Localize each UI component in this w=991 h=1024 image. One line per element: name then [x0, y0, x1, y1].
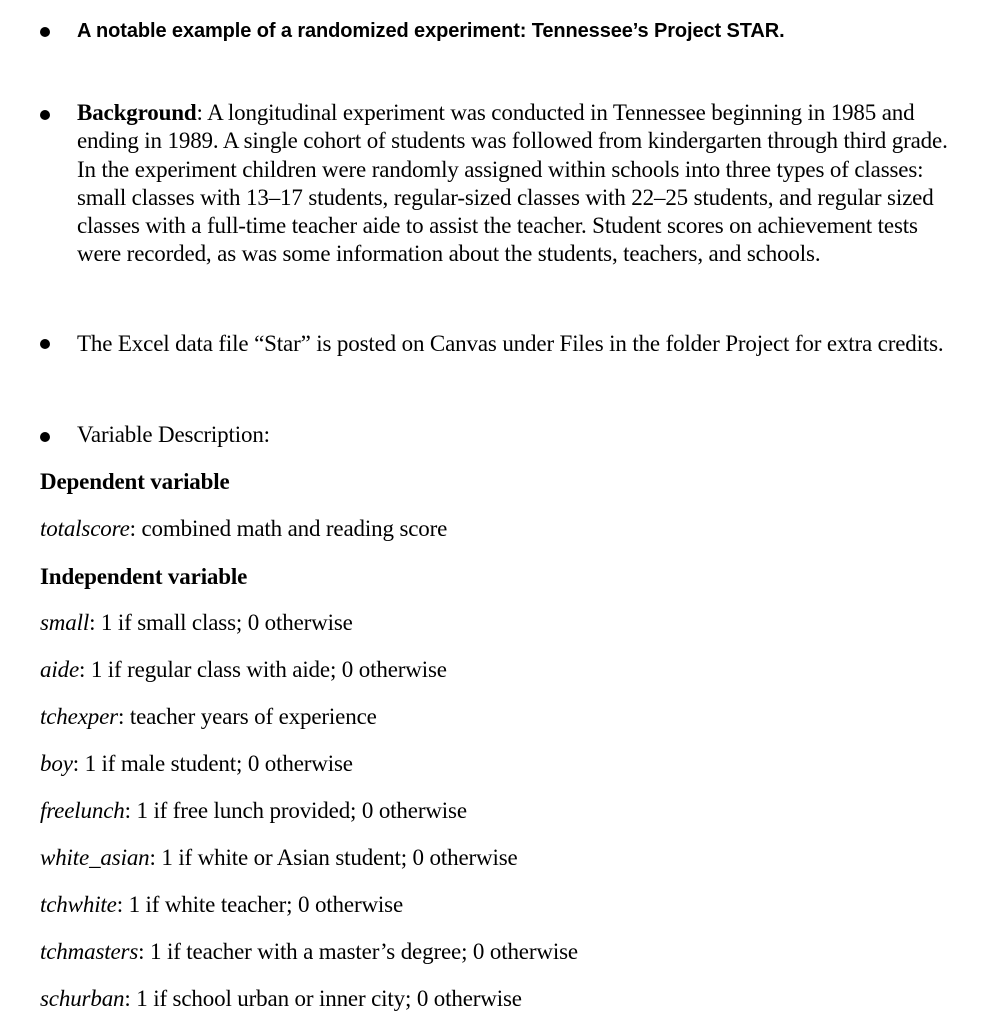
- variable-line-tchexper: [40, 703, 960, 731]
- variable-name: tchexper: [40, 704, 118, 729]
- background-text: : A longitudinal experiment was conducted in Tennessee beginning in 1985 and ending in 1989. A single cohort of students was followed from kindergarten through third grade. In the experiment children were randomly assigned within schools into three types of classes: small classes with 13–17 students, regular-sized classes with 22–25 students, and regular sized classes with a full-time teacher aide to assist the teacher. Student scores on achievement tests were recorded, as was some information about the students, teachers, and schools.: [77, 100, 948, 267]
- variable-name: schurban: [40, 986, 125, 1011]
- bullet-icon: [40, 110, 50, 120]
- variable-name: tchmasters: [40, 939, 139, 964]
- variable-desc: : combined math and reading score: [129, 516, 448, 541]
- variable-name: aide: [40, 657, 79, 682]
- independent-variable-heading: Independent variable: [40, 564, 248, 589]
- title-text: A notable example of a randomized experiment: Tennessee’s Project STAR.: [77, 20, 785, 42]
- variable-name: freelunch: [40, 798, 125, 823]
- data-file-text: The Excel data file “Star” is posted on Canvas under Files in the folder Project for extra credits.: [77, 331, 944, 356]
- variable-line-aide: [40, 656, 960, 684]
- variable-name: totalscore: [40, 516, 130, 541]
- variable-name: boy: [40, 751, 73, 776]
- bullet-icon: [40, 339, 50, 349]
- variable-desc: : 1 if free lunch provided; 0 otherwise: [124, 798, 467, 823]
- bullet-icon: [40, 432, 50, 442]
- variable-name: small: [40, 610, 90, 635]
- variable-line-tchwhite: [40, 891, 960, 919]
- variable-name: white_asian: [40, 845, 150, 870]
- variable-desc: : 1 if teacher with a master’s degree; 0 otherwise: [138, 939, 578, 964]
- variable-name: tchwhite: [40, 892, 117, 917]
- dependent-variable-heading: Dependent variable: [40, 469, 230, 494]
- background-lead: Background: [77, 100, 197, 125]
- variable-line-totalscore: [40, 515, 960, 543]
- variable-desc: : 1 if male student; 0 otherwise: [72, 751, 353, 776]
- bullet-icon: [40, 27, 50, 37]
- variable-line-tchmasters: [40, 938, 960, 966]
- variable-desc: : 1 if regular class with aide; 0 otherwise: [79, 657, 447, 682]
- variable-line-small: [40, 609, 960, 637]
- variable-line-white-asian: [40, 844, 960, 872]
- variable-desc: : 1 if white or Asian student; 0 otherwise: [149, 845, 518, 870]
- background-paragraph: [77, 99, 957, 269]
- variable-line-boy: [40, 750, 960, 778]
- variable-desc: : 1 if white teacher; 0 otherwise: [116, 892, 404, 917]
- variable-line-schurban: [40, 985, 960, 1013]
- variable-desc: : teacher years of experience: [117, 704, 377, 729]
- variable-desc: : 1 if school urban or inner city; 0 otherwise: [124, 986, 522, 1011]
- variable-desc: : 1 if small class; 0 otherwise: [89, 610, 353, 635]
- variable-line-freelunch: [40, 797, 960, 825]
- variable-description-text: Variable Description:: [77, 422, 270, 447]
